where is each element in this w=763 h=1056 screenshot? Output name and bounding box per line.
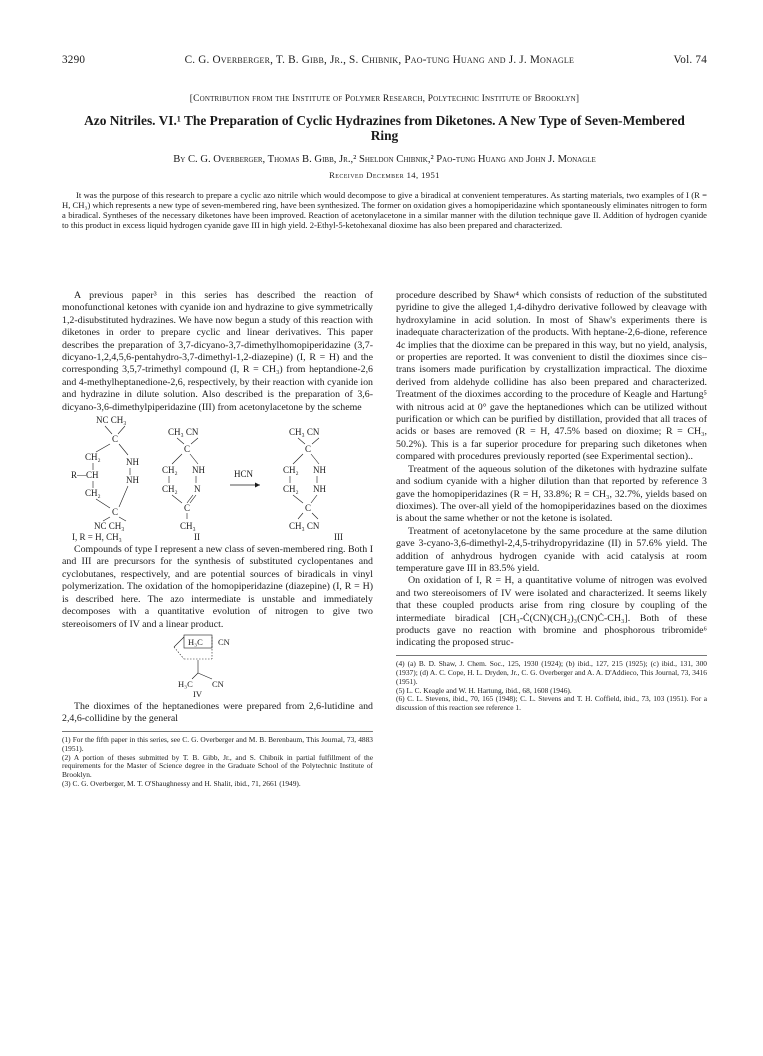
paragraph: procedure described by Shaw⁴ which consists of reduction of the substituted pyridine to give the alleged 1,4-dihydro derivative followed by cleavage with hydroxylamine in acid solution. In most of Shaw's experiments there is inadequate characterization of the products. With heptane-2,6-dione, reference 4c implies that the dioxime can be prepared in this way, but no yield, analysis, or properties are reported. It was convenient to distil the dioximes since cis–trans isomers made purification by crystallization impractical. The dioxime derived from aldehyde collidine has also been prepared and characterized. Treatment of the dioximes according to the procedure of Keagle and Hartung⁵ with nitrous acid at 0° gave the heptanediones which can be utilized without purification or which can be purified by distillation, provided that all traces of acids or bases are removed (R = H, 47.5% based on dioxime; R = CH₃, 50.2%). This is a far superior procedure for preparing such diketones when compared with procedures previously reported (see Experimental section)..: [396, 290, 707, 463]
scheme-text: CH₃ CN: [168, 427, 199, 438]
struct4-text: H₃C: [188, 636, 203, 647]
scheme-labels: [62, 532, 373, 542]
scheme-text: C: [184, 444, 191, 455]
scheme-label-II: II: [194, 532, 200, 543]
received-date: Received December 14, 1951: [329, 169, 440, 180]
scheme-text: C: [112, 434, 119, 445]
scheme-text: CH₂: [162, 484, 178, 495]
running-head: [62, 54, 707, 66]
struct4-label: IV: [193, 688, 202, 699]
scheme-text: CH₂: [85, 488, 101, 499]
abstract: It was the purpose of this research to prepare a cyclic azo nitrile which would decompose to give a biradical at convenient temperatures. As starting materials, two examples of I (R = H, CH₃) which represents a new type of seven-membered ring, have been synthesized. The former on oxidation gives a homopiperidazine which spontaneously eliminates nitrogen to form a biradical. Syntheses of the necessary diketones have been improved. Reaction of acetonylacetone in a similar manner with the dilution technique gave II. Addition of hydrogen cyanide to this product in excess liquid hydrogen cyanide gave III in high yield. 2-Ethyl-5-ketohexanal dioxime has also been prepared and characterized.: [62, 189, 707, 231]
scheme-text: CH₃ CN: [289, 521, 320, 532]
scheme-text: NC CH₃: [94, 521, 125, 532]
page-number: 3290: [62, 54, 86, 66]
paragraph: Treatment of the aqueous solution of the diketones with hydrazine sulfate and sodium cyanide with a higher dilution than that reported by reference 3 gave the homopiperidazines (R = H, 33.8%; R = CH₃, 32.7%, yields based on dioximes). The over-all yield of the homopiperidazines based on the dioximes is about the same whether or not the ketone is isolated.: [396, 463, 707, 525]
footnote: (2) A portion of theses submitted by T. B. Gibb, Jr., and S. Chibnik in partial fulfillment of the requirements for the Master of Science degree in the Graduate School of the Polytechnic Institute of Brooklyn.: [62, 752, 373, 780]
paragraph: A previous paper³ in this series has described the reaction of monofunctional ketones with cyanide ion and hydrazine to give symmetrically 1,2-disubstituted hydrazines. We have now begun a study of this reaction with diketones in order to prepare cyclic and linear derivatives. This paper describes the preparation of 3,7-dicyano-3,7-dimethylhomopiperidazine (3,7-dicyano-1,2,4,5,6-pentahydro-3,7-dimethyl-1,2-diazepine) (I, R = H) and the corresponding 3,5,7-trimethyl compound (I, R = CH₃) from heptandione-2,6 and 4-methylheptanedione-2,6, respectively, by their reaction with cyanide ion and hydrazine in dilute solution. Also described is the preparation of 3,6-dicyano-3,6-dimethylpiperidazine (III) from acetonylacetone by the scheme: [62, 290, 373, 413]
byline: By C. G. Overberger, Thomas B. Gibb, Jr.,² Sheldon Chibnik,² Pao-tung Huang and John J. Monagle: [173, 153, 596, 165]
footnote: (3) C. G. Overberger, M. T. O'Shaughnessy and H. Shalit, ibid., 71, 2661 (1949).: [62, 779, 301, 789]
contribution-line: [Contribution from the Institute of Polymer Research, Polytechnic Institute of Brooklyn]: [189, 94, 580, 104]
article-title: Azo Nitriles. VI.¹ The Preparation of Cyclic Hydrazines from Diketones. A New Type of Seven-Membered Ring: [84, 113, 685, 144]
scheme-text: N: [194, 484, 201, 495]
scheme-text: C: [305, 444, 312, 455]
scheme-reagent: HCN: [234, 469, 254, 480]
footnotes-right: [396, 655, 707, 713]
reaction-scheme-drawing: [62, 415, 373, 531]
scheme-text: C: [305, 503, 312, 514]
scheme-text: CH₃ CN: [289, 427, 320, 438]
running-head-authors: C. G. Overberger, T. B. Gibb, Jr., S. Chibnik, Pao-tung Huang and J. J. Monagle: [184, 54, 575, 66]
scheme-text: NH: [313, 465, 326, 476]
journal-page: [62, 54, 707, 789]
struct4-text: CN: [218, 636, 230, 647]
scheme-label-III: III: [334, 532, 343, 543]
scheme-text: NC CH₃: [96, 415, 127, 426]
footnote: (6) C. L. Stevens, ibid., 70, 165 (1948); C. L. Stevens and T. H. Coffield, ibid., 73, 103 (1951). For a discussion of this reaction see reference 1.: [396, 694, 707, 713]
scheme-text: R—CH: [71, 470, 99, 481]
right-column: [396, 290, 707, 789]
footnote: (1) For the fifth paper in this series, see C. G. Overberger and M. B. Berenbaum, This Journal, 73, 4883 (1951).: [62, 734, 373, 753]
scheme-text: CH₂: [162, 465, 178, 476]
paragraph: Compounds of type I represent a new class of seven-membered ring. Both I and III are precursors for the synthesis of substituted cyclopentanes and cyclobutanes, respectively, and are potential sources of biradicals in vinyl polymerization. The oxidation of the homopiperidazine (diazepine) (I, R = H) is described here. The azo intermediate is unstable and immediately decomposes with a quantitative evolution of nitrogen to give two stereoisomers of IV and a linear product.: [62, 544, 373, 630]
scheme-text: C: [184, 503, 191, 514]
scheme-text: NH: [192, 465, 205, 476]
footnote: (5) L. C. Keagle and W. H. Hartung, ibid., 68, 1608 (1946).: [396, 685, 572, 695]
scheme-text: CH₂: [283, 484, 299, 495]
scheme-text: CH₂: [283, 465, 299, 476]
paragraph: The dioximes of the heptanediones were prepared from 2,6-lutidine and 2,4,6-collidine by the general: [62, 700, 373, 725]
scheme-label-I: I, R = H, CH₃: [72, 532, 122, 543]
reaction-arrow-icon: [255, 483, 260, 488]
scheme-text: CH₂: [85, 452, 101, 463]
footnote: (4) (a) B. D. Shaw, J. Chem. Soc., 125, 1930 (1924); (b) ibid., 127, 215 (1925); (c) ibid., 131, 300 (1937); (d) A. C. Cope, H. L. Dryden, Jr., C. G. Overberger and A. A. D'Addieco, This Journal, 73, 3416 (1951).: [396, 658, 707, 686]
structure-IV-drawing: [62, 633, 373, 699]
volume-number: Vol. 74: [673, 54, 707, 66]
struct4-text: H₃C: [178, 678, 193, 689]
footnotes-left: [62, 731, 373, 789]
left-column: [62, 290, 373, 789]
structure-IV: [62, 633, 373, 699]
scheme-text: NH: [126, 457, 139, 468]
reaction-scheme: [62, 415, 373, 531]
scheme-text: NH: [126, 475, 139, 486]
scheme-text: NH: [313, 484, 326, 495]
struct4-text: CN: [212, 678, 224, 689]
scheme-text: CH₃: [180, 521, 196, 532]
body-columns: [62, 290, 707, 789]
paragraph: On oxidation of I, R = H, a quantitative volume of nitrogen was evolved and two stereoisomers of IV were isolated and characterized. It seems likely that these coupled products arise from ring closure by coupling of the intermediate biradical [CH₃-Ċ(CN)(CH₂)₃(CN)Ċ-CH₃]. Both of these products gave no reaction with bromine and phosphorous tribromide⁶ indicating the proposed struc-: [396, 575, 707, 649]
scheme-text: C: [112, 507, 119, 518]
paragraph: Treatment of acetonylacetone by the same procedure at the same dilution gave 3-cyano-3,6-dimethyl-2,4,5-trihydropyridazine (II) in 57.6% yield. The addition of anhydrous hydrogen cyanide with acid catalysis at room temperature gave III in 83.5% yield.: [396, 525, 707, 574]
